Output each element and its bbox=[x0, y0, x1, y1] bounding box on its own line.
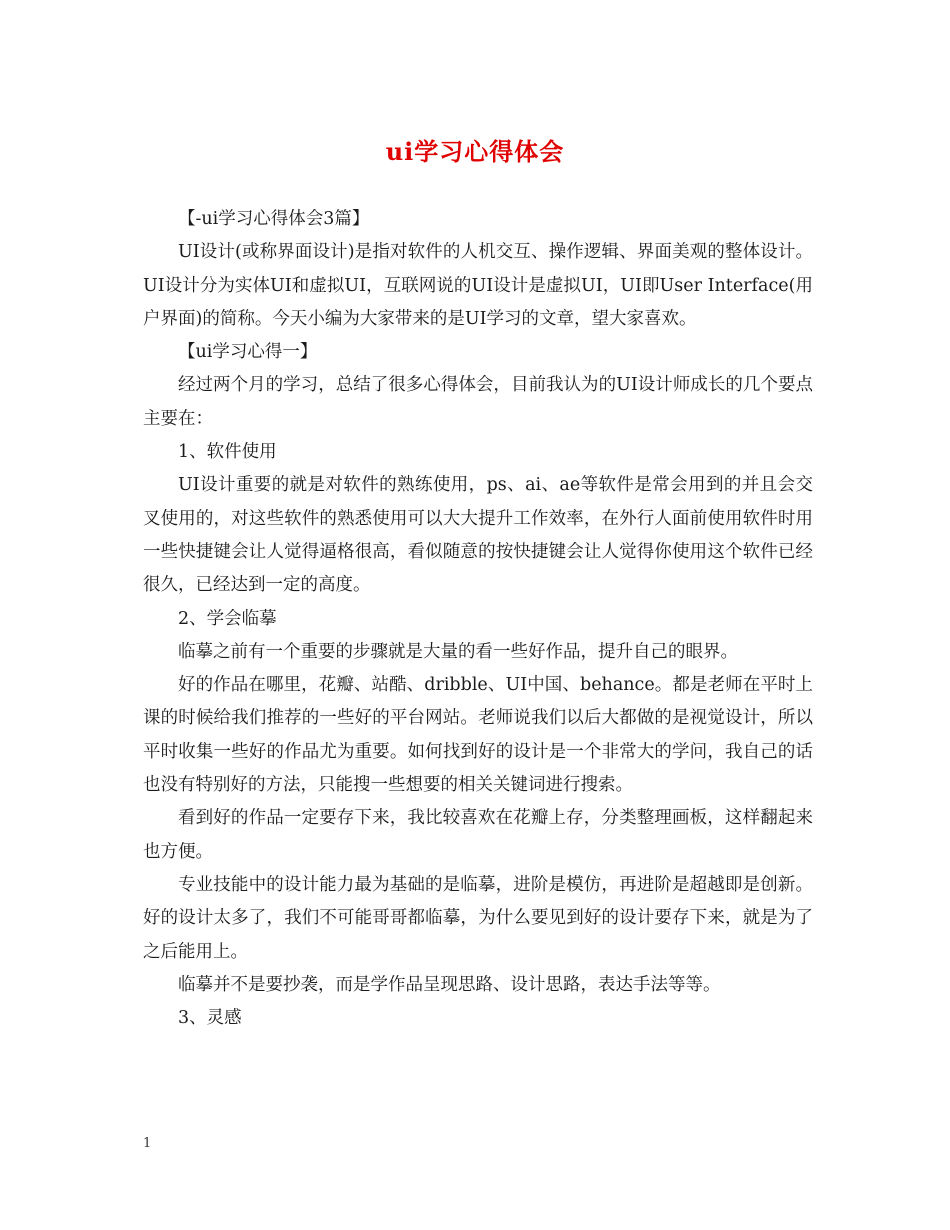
paragraph: 【ui学习心得一】 bbox=[178, 342, 318, 363]
paragraph: 专业技能中的设计能力最为基础的是临摹，进阶是模仿，再进阶是超越即是创新。好的设计太多了，我们不可能哥哥都临摹，为什么要见到好的设计要存下来，就是为了之后能用上。 bbox=[143, 874, 813, 962]
document-title: ui学习心得体会 bbox=[385, 137, 565, 166]
paragraph: 经过两个月的学习，总结了很多心得体会，目前我认为的UI设计师成长的几个要点主要在： bbox=[143, 375, 813, 429]
paragraph: 看到好的作品一定要存下来，我比较喜欢在花瓣上存，分类整理画板，这样翻起来也方便。 bbox=[143, 808, 813, 862]
paragraph: 【-ui学习心得体会3篇】 bbox=[178, 209, 370, 229]
document-body bbox=[143, 203, 813, 1035]
page-number: 1 bbox=[143, 1136, 152, 1151]
paragraph: 好的作品在哪里，花瓣、站酷、dribble、UI中国、behance。都是老师在平时上课的时候给我们推荐的一些好的平台网站。老师说我们以后大都做的是视觉设计，所以平时收集一些好的作品尤为重要。如何找到好的设计是一个非常大的学问，我自己的话也没有特别好的方法，只能搜一些想要的相关关键词进行搜索。 bbox=[143, 675, 813, 796]
section-heading: 3、灵感 bbox=[178, 1008, 242, 1029]
paragraph: UI设计(或称界面设计)是指对软件的人机交互、操作逻辑、界面美观的整体设计。UI设计分为实体UI和虚拟UI，互联网说的UI设计是虚拟UI，UI即User Interface(用户界面)的简称。今天小编为大家带来的是UI学习的文章，望大家喜欢。 bbox=[143, 242, 813, 329]
section-heading: 2、学会临摹 bbox=[178, 608, 277, 629]
paragraph: 临摹并不是要抄袭，而是学作品呈现思路、设计思路，表达手法等等。 bbox=[178, 974, 721, 995]
paragraph: 临摹之前有一个重要的步骤就是大量的看一些好作品，提升自己的眼界。 bbox=[178, 641, 738, 662]
paragraph: UI设计重要的就是对软件的熟练使用，ps、ai、ae等软件是常会用到的并且会交叉使用的，对这些软件的熟悉使用可以大大提升工作效率，在外行人面前使用软件时用一些快捷键会让人觉得逼格很高，看似随意的按快捷键会让人觉得你使用这个软件已经很久，已经达到一定的高度。 bbox=[143, 475, 813, 596]
section-heading: 1、软件使用 bbox=[178, 442, 277, 463]
